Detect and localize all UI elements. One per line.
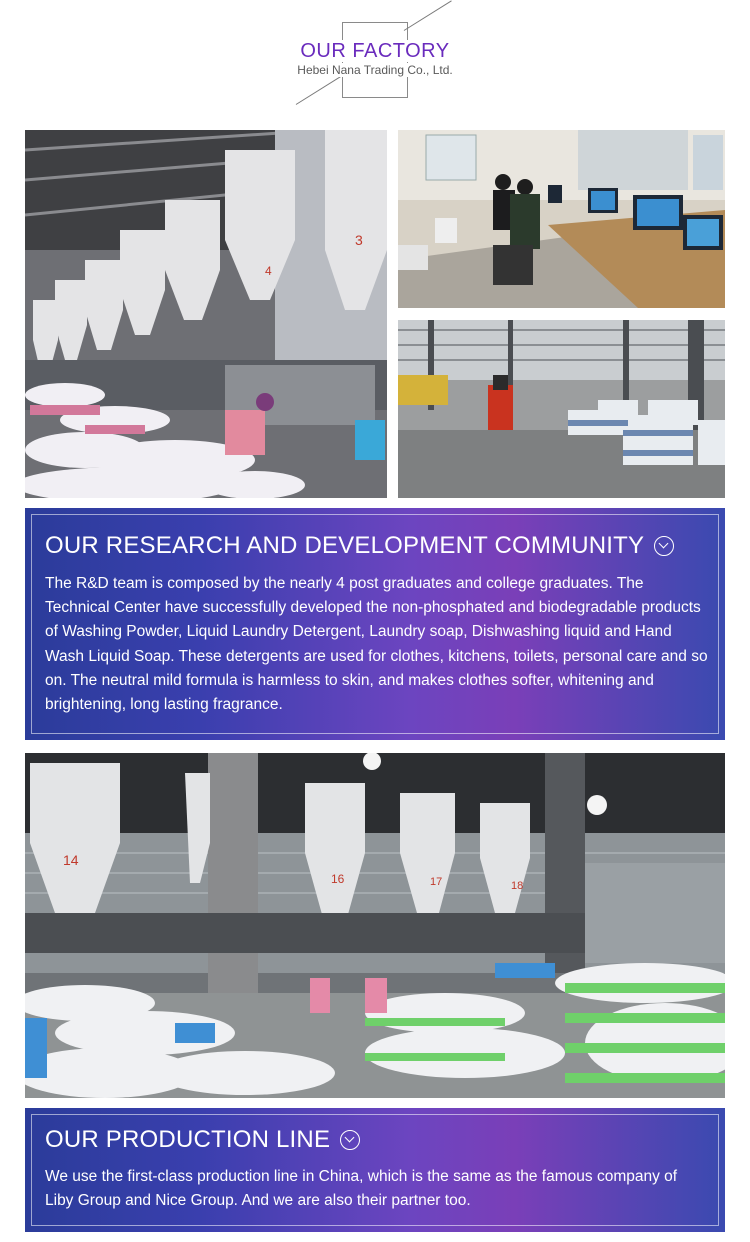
rd-section-heading — [45, 532, 674, 560]
production-section-title: OUR PRODUCTION LINE — [45, 1126, 331, 1153]
production-section-heading — [45, 1126, 360, 1154]
header-slash-decoration — [296, 72, 347, 105]
page-title: OUR FACTORY — [296, 40, 453, 62]
hopper-number: 3 — [355, 232, 363, 248]
hopper-number: 4 — [265, 264, 272, 278]
company-name: Hebei Nana Trading Co., Ltd. — [293, 63, 456, 77]
warehouse-photo — [398, 320, 725, 498]
packing-line-photo — [25, 130, 387, 498]
hopper-number: 18 — [511, 880, 524, 892]
rd-section-body: The R&D team is composed by the nearly 4 post graduates and college graduates. The Technical Center have successfully developed the non-phosphated and biodegradable products of Washing Powder, Liquid Laundry Detergent, Laundry soap, Dishwashing liquid and Hand Wash Liquid Soap. These detergents are used for clothes, kitchens, toilets, personal care and so on. The neutral mild formula is harmless to skin, and makes clothes softer, whitening and brightening, long lasting fragrance. — [45, 575, 708, 714]
hopper-number: 17 — [430, 876, 443, 888]
control-room-photo — [398, 130, 725, 308]
production-section-body: We use the first-class production line in China, which is the same as the famous company of Liby Group and Nice Group. And we are also their partner too. — [45, 1168, 678, 1210]
chevron-down-circle-icon[interactable] — [654, 536, 674, 556]
factory-header — [0, 0, 750, 120]
header-slash-decoration — [404, 0, 452, 31]
rd-section-title: OUR RESEARCH AND DEVELOPMENT COMMUNITY — [45, 532, 645, 559]
production-floor-photo — [25, 753, 725, 1098]
hopper-number: 16 — [331, 872, 345, 886]
rd-community-panel — [25, 508, 725, 740]
production-line-panel — [25, 1108, 725, 1232]
hopper-number: 14 — [63, 852, 79, 868]
chevron-down-circle-icon[interactable] — [340, 1130, 360, 1150]
